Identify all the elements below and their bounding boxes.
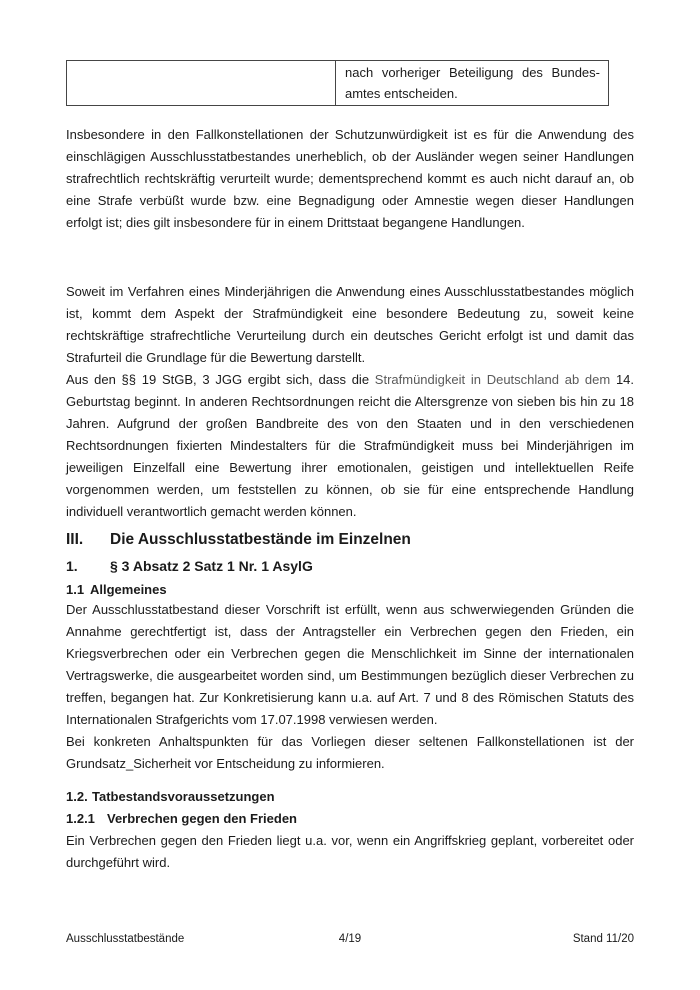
paragraph-schutzunwuerdigkeit: Insbesondere in den Fallkonstellationen der Schutzunwürdigkeit ist es für die Anwendung des einschlägigen Ausschlusstatbestandes unerheblich, ob der Ausländer wegen seiner Handlungen strafrechtlich rechtskräftig verurteilt wurde; dementsprechend kommt es auch nicht darauf an, ob eine Strafe verbüßt wurde bzw. eine Begnadigung oder Amnestie wegen dieser Handlungen erfolgt ist; dies gilt insbesondere für in einem Drittstaat begangene Handlungen. <box>66 127 634 230</box>
heading-text: Tatbestandsvoraussetzungen <box>92 789 275 804</box>
heading-number: III. <box>66 531 84 548</box>
strafmuendigkeit-text-after: 14. Geburtstag beginnt. In anderen Rechtsordnungen reicht die Altersgrenze von sieben bis hin zu 18 Jahren. Aufgrund der großen Bandbreite des von den Staaten und in den verschiedenen Rechtsordnungen fixierten Mindestalters für die Strafmündigkeit muss bei Minderjährigen im jeweiligen Einzelfall eine Bewertung ihrer emotionalen, geistigen und intellektuellen Reife vorgenommen werden, um feststellen zu können, ob sie für eine entsprechende Handlung individuell verantwortlich gemacht werden können. <box>66 372 635 519</box>
footer-page-number: 4/19 <box>338 933 362 945</box>
heading-text: § 3 Absatz 2 Satz 1 Nr. 1 AsylG <box>110 558 313 574</box>
paragraph-grundsatz-sicherheit: Bei konkreten Anhaltspunkten für das Vorliegen dieser seltenen Fallkonstellationen ist der Grundsatz_Sicherheit vor Entscheidung zu informieren. <box>66 734 634 771</box>
table-cell-empty <box>67 61 336 105</box>
heading-number: 1.2.1 <box>66 811 95 826</box>
heading-1-2-1-verbrechen-frieden <box>66 808 634 830</box>
heading-1-2-tatbestandsvoraussetzungen <box>66 786 634 808</box>
page-footer <box>66 932 634 947</box>
heading-section-iii <box>66 528 634 552</box>
heading-number: 1.2. <box>66 789 88 804</box>
footer-version-stand: Stand 11/20 <box>572 933 634 945</box>
paragraph-ausschlusstatbestand-erfuellt: Der Ausschlusstatbestand dieser Vorschrift ist erfüllt, wenn aus schwerwiegenden Gründen die Annahme gerechtfertigt ist, dass der Antragsteller ein Verbrechen gegen den Frieden, ein Kriegsverbrechen oder ein Verbrechen gegen die Menschlichkeit im Sinne der internationalen Vertragswerke, die ausgearbeitet worden sind, um Bestimmungen bezüglich dieser Verbrechen zu treffen, begangen hat. Zur Konkretisierung kann u.a. auf Art. 7 und 8 des Römischen Statuts des Internationalen Strafgerichts vom 17.07.1998 verwiesen werden. <box>66 602 634 727</box>
heading-paragraph-1 <box>66 555 634 577</box>
heading-text: Die Ausschlusstatbestände im Einzelnen <box>110 531 411 548</box>
paragraph-minderjaehrige: Soweit im Verfahren eines Minderjährigen die Anwendung eines Ausschlusstatbestandes möglich ist, kommt dem Aspekt der Strafmündigkeit eine besondere Bedeutung zu, soweit keine rechtskräftige strafrechtliche Verurteilung durch ein deutsches Gericht erfolgt ist und damit das Strafurteil die Grundlage für die Bewertung darstellt. <box>66 284 634 365</box>
table-fragment <box>66 60 609 106</box>
heading-number: 1.1 <box>66 582 85 597</box>
strafmuendigkeit-highlight: Strafmündigkeit in Deutschland ab dem <box>374 372 611 387</box>
footer-document-title: Ausschlusstatbestände <box>66 933 185 945</box>
table-cell-text: nach vorheriger Beteiligung des Bundesamtes entscheiden. <box>345 65 600 101</box>
heading-text: Allgemeines <box>90 582 167 597</box>
paragraph-angriffskrieg: Ein Verbrechen gegen den Frieden liegt u.a. vor, wenn ein Angriffskrieg geplant, vorbereitet oder durchgeführt wird. <box>66 833 634 870</box>
paragraph-strafmuendigkeit <box>66 369 634 523</box>
strafmuendigkeit-text-before: Aus den §§ 19 StGB, 3 JGG ergibt sich, dass die <box>66 372 375 387</box>
heading-1-1-allgemeines <box>66 579 634 601</box>
heading-text: Verbrechen gegen den Frieden <box>107 811 297 826</box>
heading-number: 1. <box>66 558 78 574</box>
